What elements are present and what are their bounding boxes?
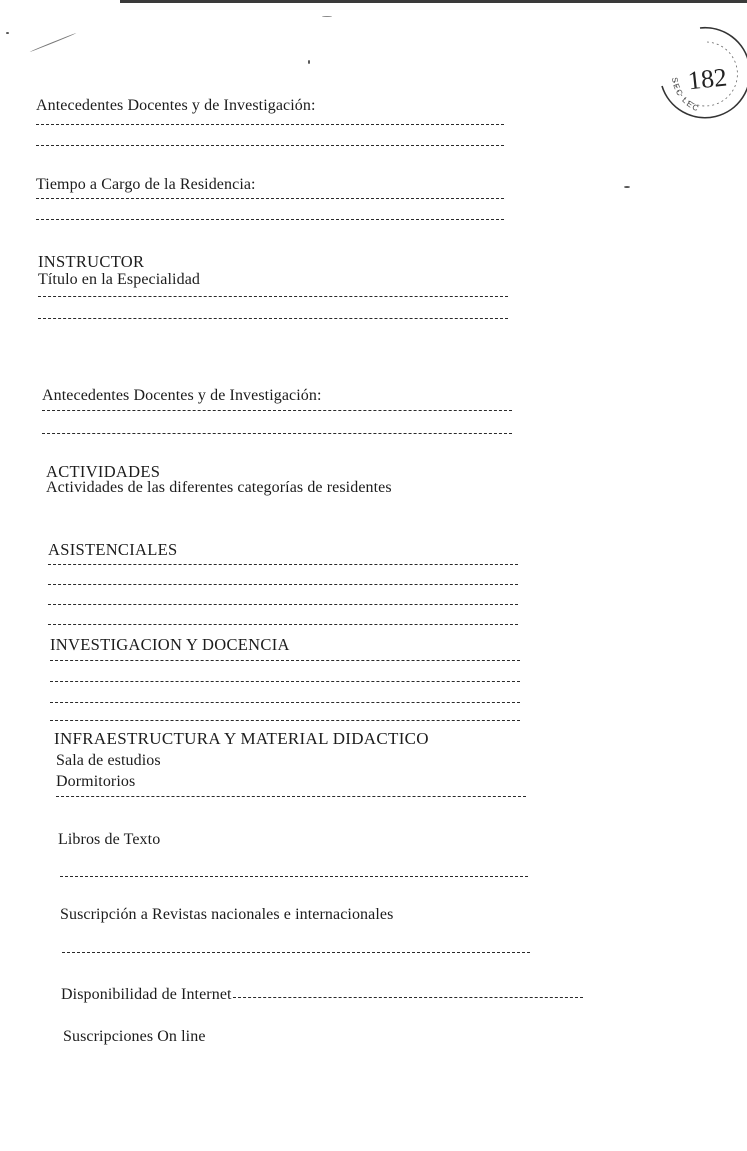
actividades-heading: ACTIVIDADES bbox=[46, 462, 161, 481]
blank-line bbox=[48, 624, 518, 625]
scan-speck bbox=[30, 33, 77, 53]
blank-line bbox=[38, 318, 508, 319]
stamp-ring-text: SEC LEC bbox=[669, 76, 702, 114]
top-edge-line bbox=[120, 0, 747, 3]
blank-line bbox=[48, 584, 518, 585]
blank-line bbox=[50, 702, 520, 703]
docentes-label-1: Antecedentes Docentes y de Investigación: bbox=[36, 97, 316, 114]
blank-line bbox=[42, 410, 512, 411]
blank-line bbox=[50, 660, 520, 661]
stamp-number: 182 bbox=[686, 62, 729, 96]
tiempo-label: Tiempo a Cargo de la Residencia: bbox=[36, 176, 256, 193]
scan-speck bbox=[6, 32, 9, 34]
blank-line bbox=[233, 997, 583, 998]
blank-line bbox=[50, 720, 520, 721]
docentes-label-2: Antecedentes Docentes y de Investigación: bbox=[42, 387, 322, 404]
blank-line bbox=[48, 564, 518, 565]
blank-line bbox=[36, 145, 504, 146]
scan-speck bbox=[308, 60, 310, 64]
blank-line bbox=[36, 219, 504, 220]
actividades-subtitle: Actividades de las diferentes categorías de residentes bbox=[46, 479, 392, 496]
online-label: Suscripciones On line bbox=[63, 1028, 206, 1045]
sala-label: Sala de estudios bbox=[56, 752, 161, 769]
infraestructura-heading: INFRAESTRUCTURA Y MATERIAL DIDACTICO bbox=[54, 729, 429, 748]
blank-line bbox=[50, 681, 520, 682]
internet-label: Disponibilidad de Internet bbox=[61, 986, 232, 1003]
blank-line bbox=[42, 433, 512, 434]
blank-line bbox=[62, 952, 530, 953]
titulo-label: Título en la Especialidad bbox=[38, 271, 200, 288]
asistenciales-heading: ASISTENCIALES bbox=[48, 540, 178, 559]
blank-line bbox=[60, 876, 528, 877]
seal-stamp-icon bbox=[652, 18, 747, 128]
blank-line bbox=[48, 604, 518, 605]
blank-line bbox=[36, 124, 504, 125]
scan-speck bbox=[322, 16, 332, 17]
instructor-heading: INSTRUCTOR bbox=[38, 252, 145, 271]
revistas-label: Suscripción a Revistas nacionales e internacionales bbox=[60, 906, 394, 923]
blank-line bbox=[36, 198, 504, 199]
blank-line bbox=[56, 796, 526, 797]
blank-line bbox=[38, 296, 508, 297]
libros-label: Libros de Texto bbox=[58, 831, 161, 848]
scan-speck bbox=[624, 186, 630, 188]
dormitorios-label: Dormitorios bbox=[56, 773, 136, 790]
investigacion-heading: INVESTIGACION Y DOCENCIA bbox=[50, 635, 290, 654]
internet-row bbox=[61, 986, 583, 1004]
